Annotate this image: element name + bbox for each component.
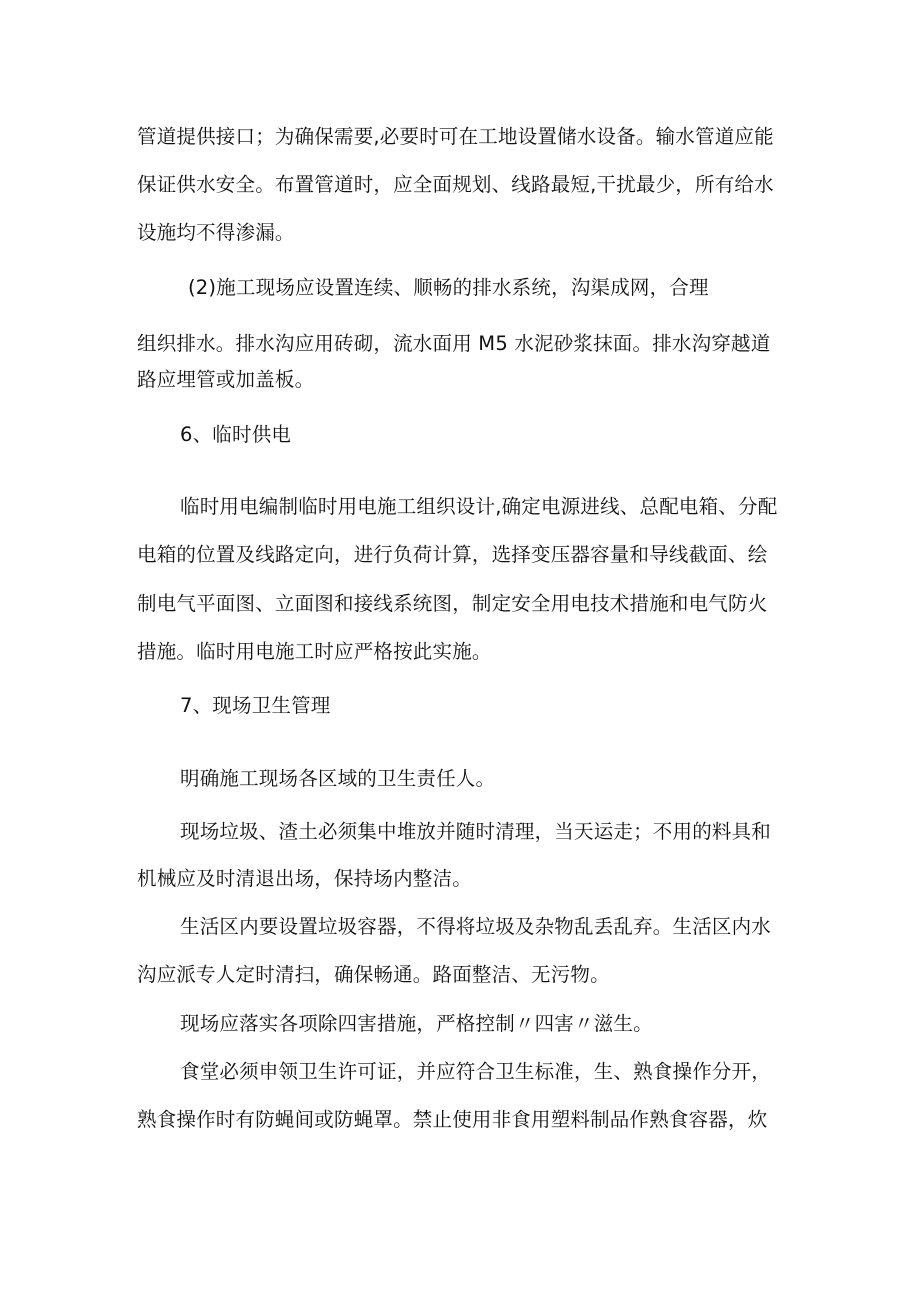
paragraph-line: (2)施工现场应设置连续、顺畅的排水系统，沟渠成网，合理 [188, 276, 709, 299]
section-heading: 6、临时供电 [180, 423, 292, 446]
paragraph-line: 食堂必须申领卫生许可证，并应符合卫生标准，生、熟食操作分开， [180, 1060, 772, 1083]
paragraph-line: 制电气平面图、立面图和接线系统图，制定安全用电技术措施和电气防火 [137, 592, 768, 615]
paragraph-line: 设施均不得渗漏。 [137, 221, 295, 244]
paragraph-line: 组织排水。排水沟应用砖砌，流水面用 M5 水泥砂浆抹面。排水沟穿越道 [137, 332, 771, 355]
section-heading: 7、现场卫生管理 [180, 694, 331, 717]
paragraph-line: 保证供水安全。布置管道时，应全面规划、线路最短,干扰最少，所有给水 [137, 173, 774, 196]
paragraph-line: 电箱的位置及线路定向，进行负荷计算，选择变压器容量和导线截面、绘 [137, 543, 768, 566]
paragraph-line: 机械应及时清退出场，保持场内整洁。 [137, 867, 472, 890]
paragraph-line: 管道提供接口；为确保需要,必要时可在工地设置储水设备。输水管道应能 [137, 125, 774, 148]
paragraph-line: 现场应落实各项除四害措施，严格控制〃四害〃滋生。 [180, 1012, 653, 1035]
paragraph-line: 路应埋管或加盖板。 [137, 368, 315, 391]
paragraph-line: 熟食操作时有防蝇间或防蝇罩。禁止使用非食用塑料制品作熟食容器，炊 [137, 1108, 768, 1131]
paragraph-line: 明确施工现场各区域的卫生责任人。 [180, 767, 496, 790]
paragraph-line: 沟应派专人定时清扫，确保畅通。路面整洁、无污物。 [137, 963, 610, 986]
paragraph-line: 现场垃圾、渣土必须集中堆放并随时清理，当天运走；不用的料具和 [180, 820, 772, 843]
paragraph-line: 临时用电编制临时用电施工组织设计,确定电源进线、总配电箱、分配 [180, 495, 778, 518]
paragraph-line: 措施。临时用电施工时应严格按此实施。 [137, 640, 492, 663]
paragraph-line: 生活区内要设置垃圾容器，不得将垃圾及杂物乱丢乱弃。生活区内水 [180, 915, 772, 938]
